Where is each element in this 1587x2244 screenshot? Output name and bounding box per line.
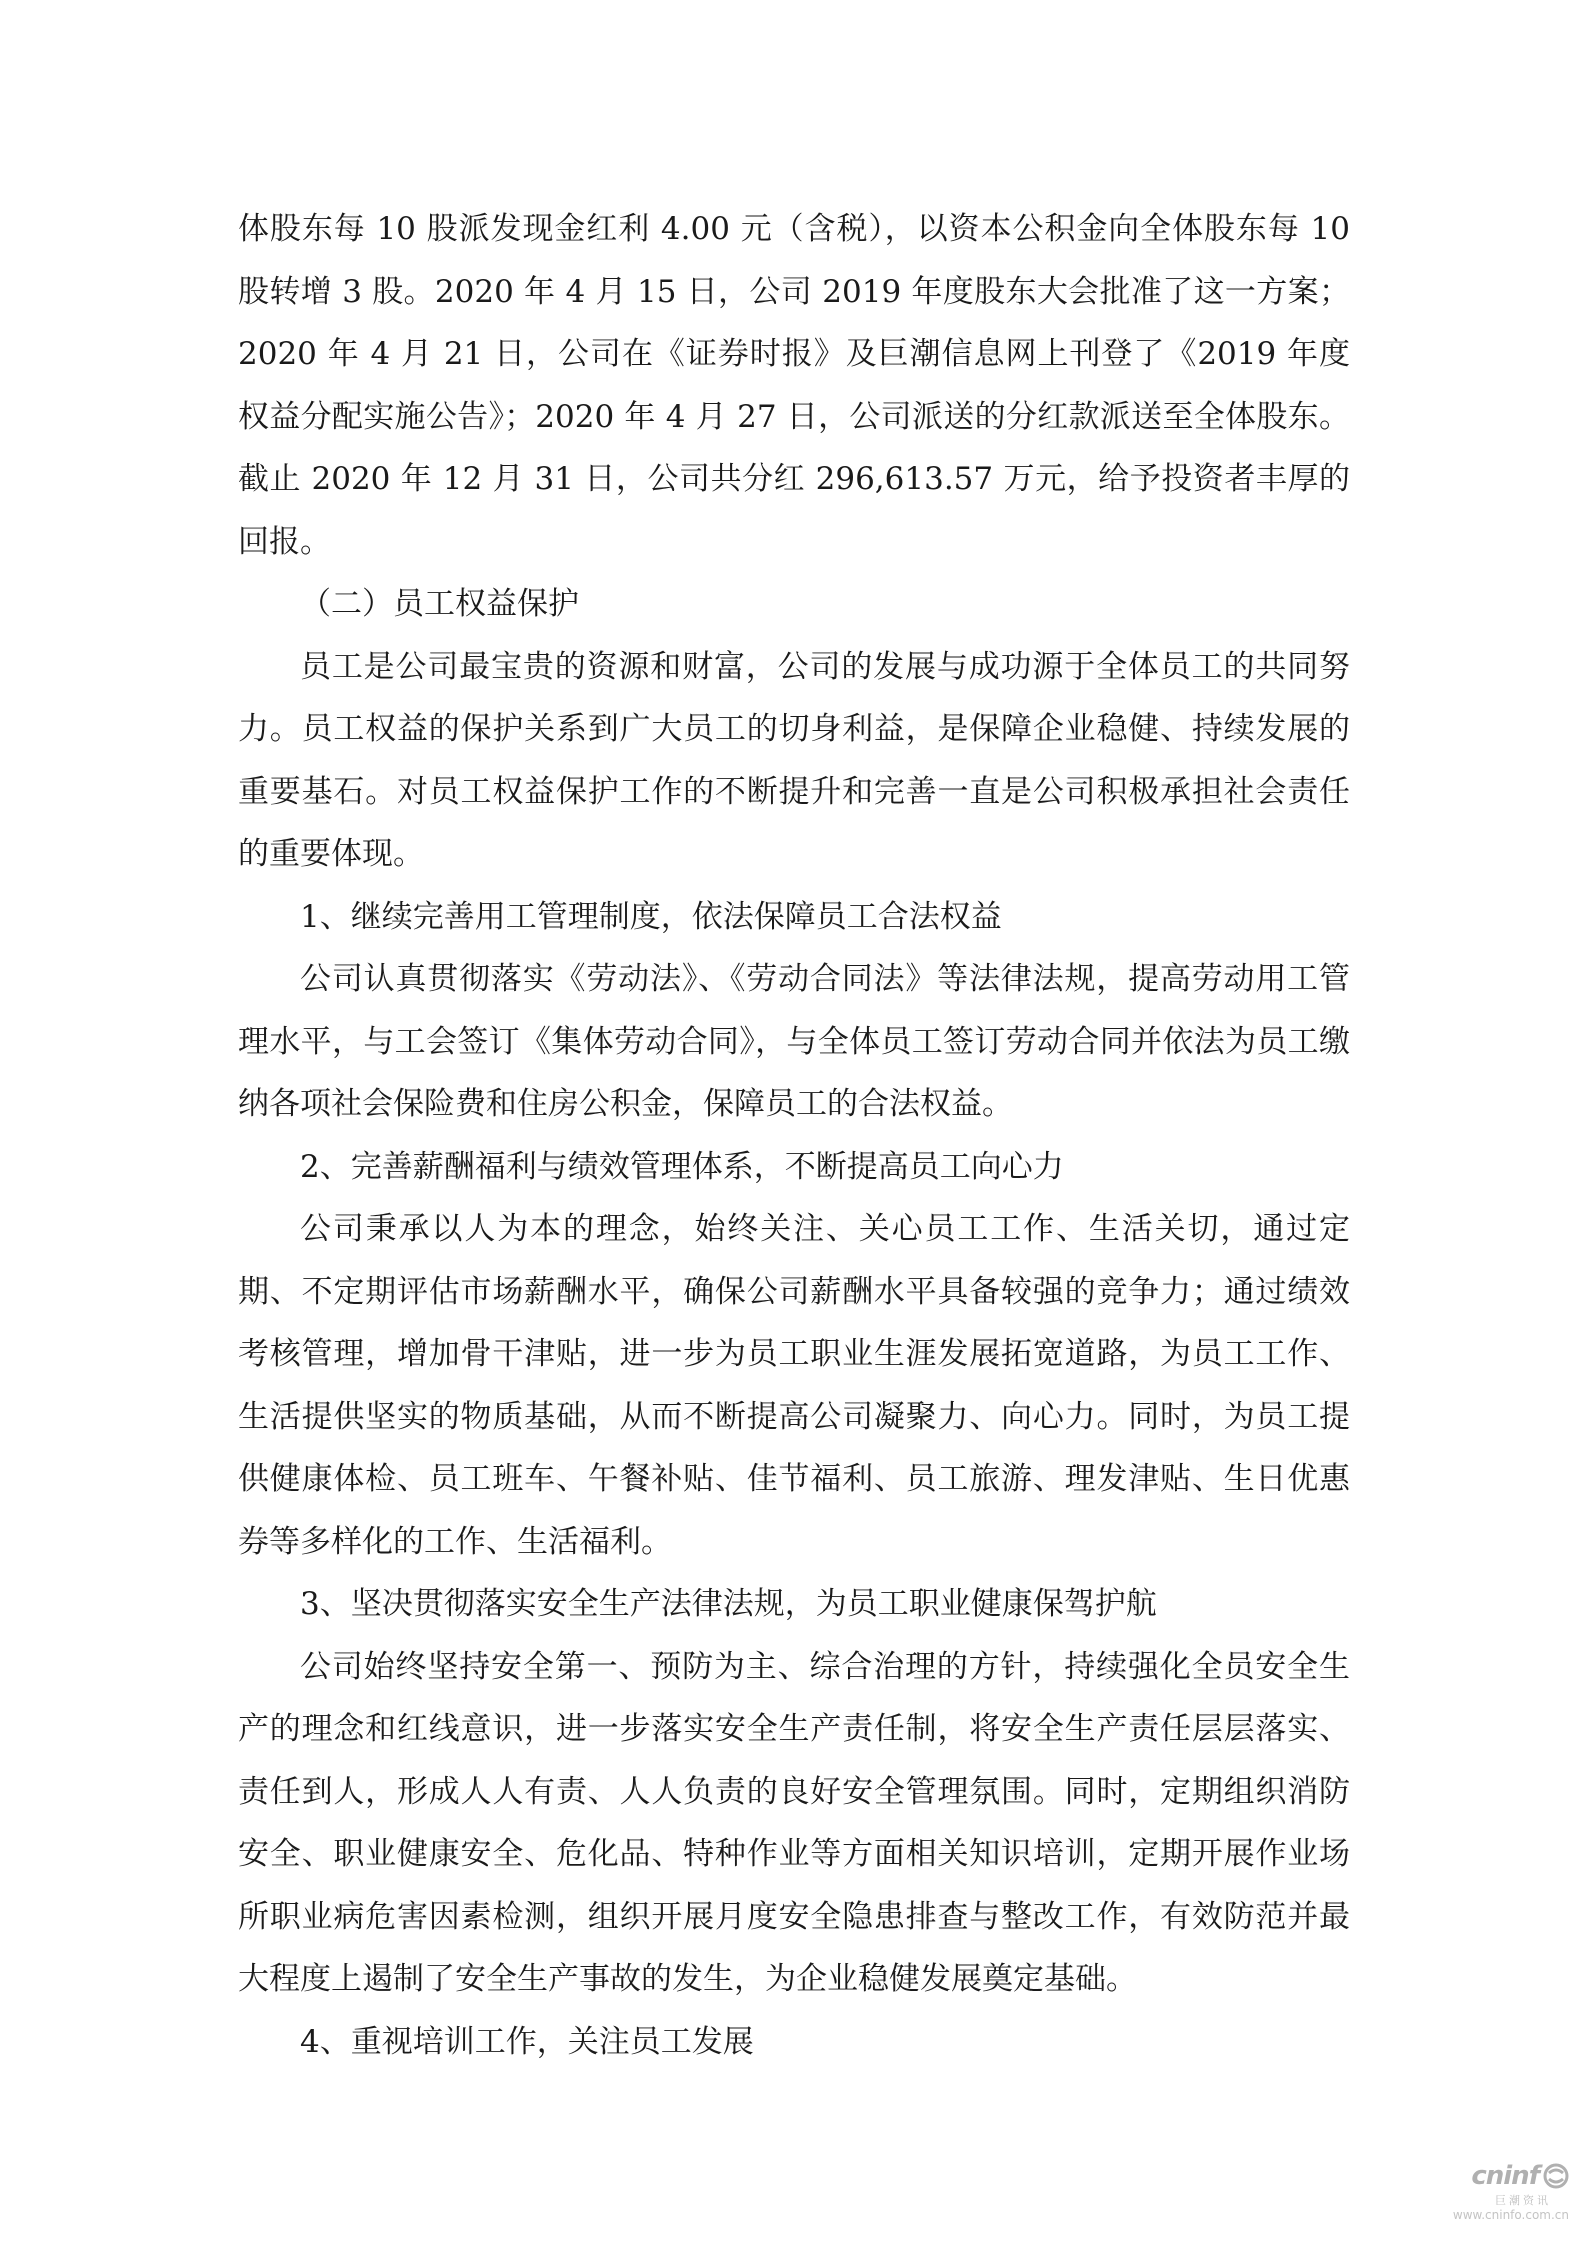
subheading-labor-management: 1、继续完善用工管理制度，依法保障员工合法权益 [300,898,1002,935]
watermark-chinese: 巨潮资讯 [1495,2194,1551,2207]
paragraph-employee-intro: 员工是公司最宝贵的资源和财富，公司的发展与成功源于全体员工的共同努力。员工权益的保护关系到广大员工的切身利益，是保障企业稳健、持续发展的重要基石。对员工权益保护工作的不断提升和完善一直是公司积极承担社会责任的重要体现。 [238,648,1350,872]
paragraph-compensation: 公司秉承以人为本的理念，始终关注、关心员工工作、生活关切，通过定期、不定期评估市场薪酬水平，确保公司薪酬水平具备较强的竞争力；通过绩效考核管理，增加骨干津贴，进一步为员工职业生涯发展拓宽道路，为员工工作、生活提供坚实的物质基础，从而不断提高公司凝聚力、向心力。同时，为员工提供健康体检、员工班车、午餐补贴、佳节福利、员工旅游、理发津贴、生日优惠券等多样化的工作、生活福利。 [238,1211,1350,1560]
watermark-brand: cninf [1471,2161,1539,2191]
subheading-compensation: 2、完善薪酬福利与绩效管理体系，不断提高员工向心力 [300,1148,1064,1185]
paragraph-dividend: 体股东每 10 股派发现金红利 4.00 元（含税），以资本公积金向全体股东每 10 股转增 3 股。2020 年 4 月 15 日，公司 2019 年度股东大会批准了这一方案；2020 年 4 月 21 日，公司在《证券时报》及巨潮信息网上刊登了《2019 年度权益分配实施公告》；2020 年 4 月 27 日，公司派送的分红款派送至全体股东。截止 2020 年 12 月 31 日，公司共分红 296,613.57 万元，给予投资者丰厚的回报。 [238,211,1350,560]
watermark-logo [1409,2160,1569,2192]
document-body [238,198,1350,2073]
cninfo-watermark [1409,2160,1569,2226]
paragraph-safety: 公司始终坚持安全第一、预防为主、综合治理的方针，持续强化全员安全生产的理念和红线意识，进一步落实安全生产责任制，将安全生产责任层层落实、责任到人，形成人人有责、人人负责的良好安全管理氛围。同时，定期组织消防安全、职业健康安全、危化品、特种作业等方面相关知识培训，定期开展作业场所职业病危害因素检测，组织开展月度安全隐患排查与整改工作，有效防范并最大程度上遏制了安全生产事故的发生，为企业稳健发展奠定基础。 [238,1648,1350,1997]
paragraph-labor-law: 公司认真贯彻落实《劳动法》、《劳动合同法》等法律法规，提高劳动用工管理水平，与工会签订《集体劳动合同》，与全体员工签订劳动合同并依法为员工缴纳各项社会保险费和住房公积金，保障员工的合法权益。 [238,961,1350,1122]
cninfo-logo-icon [1543,2163,1569,2189]
watermark-url: www.cninfo.com.cn [1452,2208,1569,2222]
subheading-safety: 3、坚决贯彻落实安全生产法律法规，为员工职业健康保驾护航 [300,1586,1157,1622]
subheading-training: 4、重视培训工作，关注员工发展 [300,2023,754,2060]
section-heading-employee-rights: （二）员工权益保护 [300,586,579,622]
